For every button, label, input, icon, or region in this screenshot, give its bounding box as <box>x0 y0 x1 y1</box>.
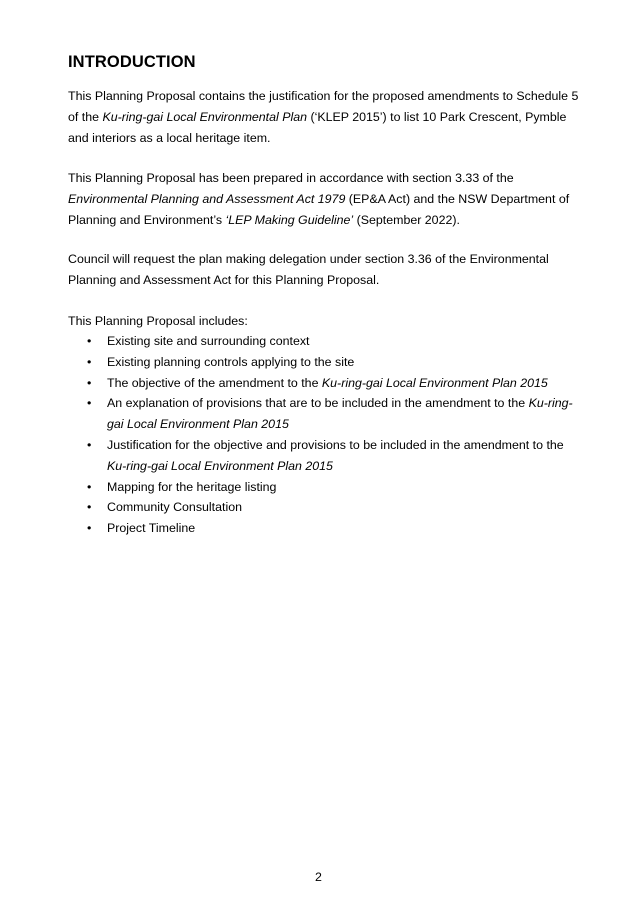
act-title-italic: Environmental Planning and Assessment Act 1979 <box>68 191 346 206</box>
list-item-text: The objective of the amendment to the <box>107 375 322 390</box>
list-item <box>68 518 583 539</box>
intro-paragraph-2 <box>68 168 583 230</box>
list-item-text: Existing planning controls applying to the site <box>107 354 355 369</box>
bullet-icon: • <box>87 521 92 536</box>
list-item <box>68 435 583 477</box>
list-item <box>68 331 583 352</box>
list-item-text: Community Consultation <box>107 500 242 515</box>
list-item-text: Project Timeline <box>107 521 196 536</box>
plan-title-italic: Ku-ring-gai Local Environment Plan 2015 <box>107 458 333 473</box>
paragraph-text: (EP&A Act) and the NSW Department of Planning and Environment’s <box>68 191 570 227</box>
bullet-icon: • <box>87 396 92 411</box>
list-item <box>68 352 583 373</box>
bullet-icon: • <box>87 334 92 348</box>
list-item <box>68 477 583 498</box>
list-item-text: Mapping for the heritage listing <box>107 479 277 494</box>
paragraph-text: (‘KLEP 2015’) to list 10 Park Crescent, Pymble and interiors as a local heritage item. <box>68 109 567 145</box>
paragraph-text: This Planning Proposal contains the justification for the proposed amendments to Schedule 5 of the <box>68 89 579 124</box>
list-item <box>68 393 583 435</box>
bullet-icon: • <box>87 354 92 369</box>
bullet-icon: • <box>87 500 92 515</box>
paragraph-text: (September 2022). <box>353 212 460 227</box>
plan-title-italic: Ku-ring-gai Local Environmental Plan <box>102 109 308 124</box>
plan-title-italic: Ku-ring-gai Local Environment Plan 2015 <box>321 375 548 390</box>
list-item-text: Justification for the objective and provisions to be included in the amendment to the <box>107 437 564 452</box>
guideline-title-italic: ‘LEP Making Guideline’ <box>225 212 354 227</box>
plan-title-italic: Ku-ring-gai Local Environment Plan 2015 <box>107 396 573 432</box>
bullet-icon: • <box>87 479 92 494</box>
includes-list <box>68 331 583 539</box>
page-number: 2 <box>315 870 322 884</box>
list-item-text: An explanation of provisions that are to be included in the amendment to the <box>107 396 529 411</box>
section-heading: INTRODUCTION <box>68 53 196 71</box>
intro-paragraph-1 <box>68 86 583 148</box>
bullet-icon: • <box>87 437 92 452</box>
includes-intro: This Planning Proposal includes: <box>68 314 248 328</box>
bullet-icon: • <box>87 375 92 390</box>
paragraph-text: This Planning Proposal has been prepared in accordance with section 3.33 of the <box>68 171 514 185</box>
list-item <box>68 497 583 518</box>
list-item-text: Existing site and surrounding context <box>107 334 310 348</box>
intro-paragraph-3: Council will request the plan making delegation under section 3.36 of the Environmental Planning and Assessment Act for this Planning Proposal. <box>68 252 549 287</box>
list-item <box>68 373 583 394</box>
